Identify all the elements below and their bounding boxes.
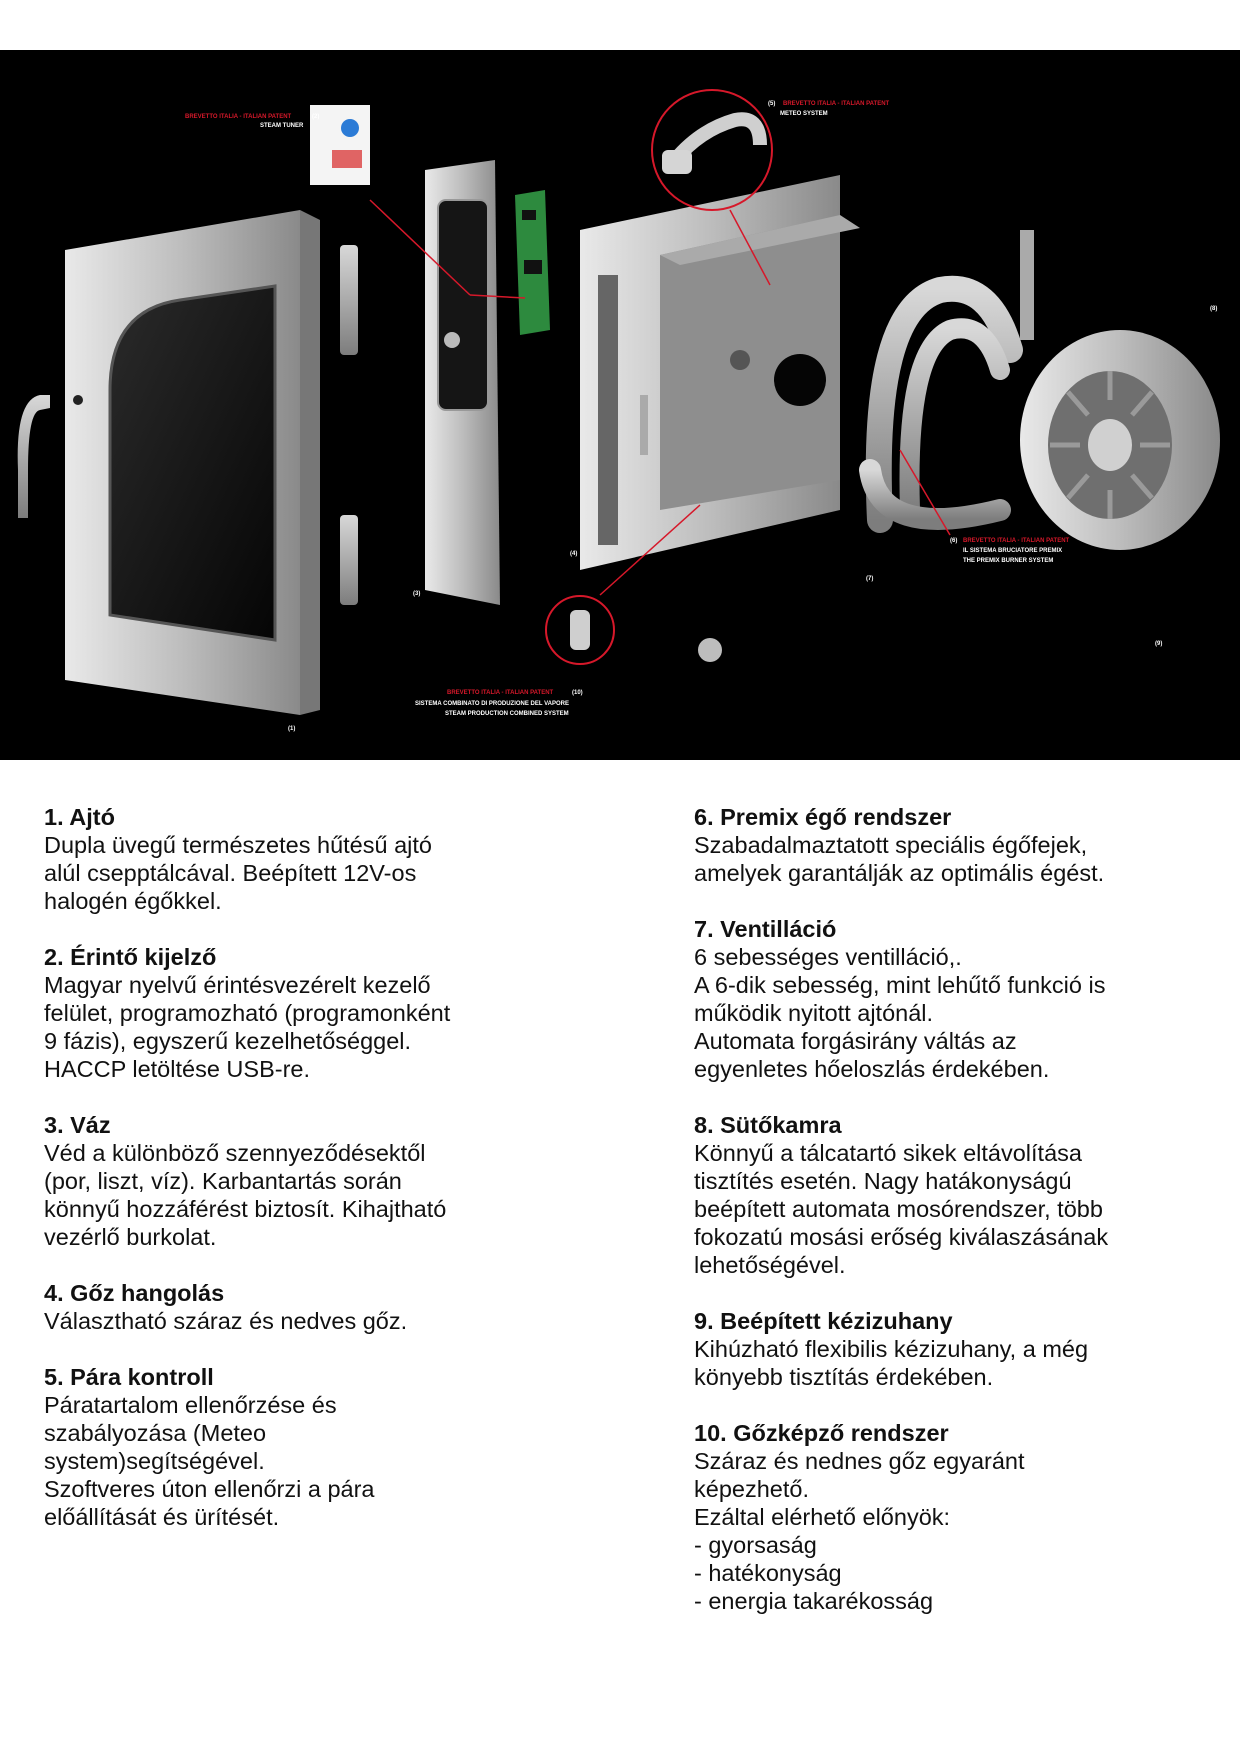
feature-title: 4. Gőz hangolás xyxy=(44,1280,225,1306)
feature-ventilation xyxy=(694,915,1214,1083)
feature-line: Véd a különböző szennyeződésektől xyxy=(44,1140,426,1166)
svg-text:(5): (5) xyxy=(768,101,776,107)
feature-hand-shower xyxy=(694,1307,1214,1391)
feature-line: - gyorsaság xyxy=(694,1532,817,1558)
callout-steam-tuner xyxy=(185,114,319,129)
part-number: (7) xyxy=(866,576,874,582)
part-number: (8) xyxy=(1210,306,1218,312)
part-number: (4) xyxy=(570,551,578,557)
feature-line: Könnyű a tálcatartó sikek eltávolítása xyxy=(694,1140,1082,1166)
feature-line: egyenletes hőeloszlás érdekében. xyxy=(694,1056,1050,1082)
feature-column-right xyxy=(694,803,1214,1643)
feature-line: Magyar nyelvű érintésvezérelt kezelő xyxy=(44,972,431,998)
feature-title: 3. Váz xyxy=(44,1112,111,1138)
steam-generator-part xyxy=(546,596,614,664)
svg-text:BREVETTO ITALIA - ITALIAN PATE: BREVETTO ITALIA - ITALIAN PATENT xyxy=(447,690,554,696)
feature-line: Dupla üvegű természetes hűtésű ajtó xyxy=(44,832,432,858)
feature-steam-tuning xyxy=(44,1279,564,1335)
feature-line: fokozatú mosási erőség kiválaszásának xyxy=(694,1224,1109,1250)
door-handle xyxy=(18,395,50,518)
feature-line: amelyek garantálják az optimális égést. xyxy=(694,860,1105,886)
feature-line: HACCP letöltése USB-re. xyxy=(44,1056,310,1082)
feature-baking-chamber xyxy=(694,1111,1214,1279)
feature-line: felület, programozható (programonként xyxy=(44,1000,451,1026)
feature-title: 2. Érintő kijelző xyxy=(44,944,217,970)
svg-text:STEAM PRODUCTION COMBINED SYST: STEAM PRODUCTION COMBINED SYSTEM xyxy=(445,711,569,717)
fan-wheel-part xyxy=(1020,330,1220,550)
oven-illustration xyxy=(0,50,1240,760)
feature-line: A 6-dik sebesség, mint lehűtő funkció is xyxy=(694,972,1106,998)
callout-meteo-system xyxy=(768,101,890,117)
feature-line: Választható száraz és nedves gőz. xyxy=(44,1308,408,1334)
hinge-bottom xyxy=(340,515,358,605)
feature-line: 6 sebességes ventilláció,. xyxy=(694,944,962,970)
heat-exchanger-part xyxy=(870,230,1034,520)
feature-line: működik nyitott ajtónál. xyxy=(694,1000,934,1026)
svg-text:METEO SYSTEM: METEO SYSTEM xyxy=(780,111,828,117)
svg-text:THE PREMIX BURNER SYSTEM: THE PREMIX BURNER SYSTEM xyxy=(963,558,1054,564)
feature-line: Kihúzható flexibilis kézizuhany, a még xyxy=(694,1336,1089,1362)
feature-premix-burner xyxy=(694,803,1214,887)
callout-premix-burner xyxy=(950,538,1070,564)
feature-line: Páratartalom ellenőrzése és xyxy=(44,1392,337,1418)
feature-line: szabályozása (Meteo xyxy=(44,1420,267,1446)
feature-line: (por, liszt, víz). Karbantartás során xyxy=(44,1168,402,1194)
callout-steam-production xyxy=(415,690,583,717)
feature-line: könyebb tisztítás érdekében. xyxy=(694,1364,994,1390)
svg-text:IL SISTEMA BRUCIATORE PREMIX: IL SISTEMA BRUCIATORE PREMIX xyxy=(963,548,1063,554)
svg-text:(6): (6) xyxy=(950,538,958,544)
control-panel-part xyxy=(310,105,500,605)
svg-text:(2): (2) xyxy=(312,114,320,120)
feature-humidity-control xyxy=(44,1363,564,1531)
feature-title: 5. Pára kontroll xyxy=(44,1364,214,1390)
feature-column-left xyxy=(44,803,564,1559)
feature-line: Száraz és nednes gőz egyaránt xyxy=(694,1448,1025,1474)
exploded-oven-figure xyxy=(0,50,1240,760)
feature-line: előállítását és ürítését. xyxy=(44,1504,280,1530)
part-number: (1) xyxy=(288,726,296,732)
feature-line: beépített automata mosórendszer, több xyxy=(694,1196,1103,1222)
feature-line: lehetőségével. xyxy=(694,1252,846,1278)
part-number: (3) xyxy=(413,591,421,597)
feature-line: Szabadalmaztatott speciális égőfejek, xyxy=(694,832,1088,858)
drain-knob xyxy=(698,638,722,662)
feature-door xyxy=(44,803,564,915)
feature-line: képezhető. xyxy=(694,1476,809,1502)
svg-text:(10): (10) xyxy=(572,690,583,696)
svg-text:BREVETTO ITALIA - ITALIAN PATE: BREVETTO ITALIA - ITALIAN PATENT xyxy=(963,538,1070,544)
svg-text:STEAM TUNER: STEAM TUNER xyxy=(260,123,304,129)
feature-line: halogén égőkkel. xyxy=(44,888,222,914)
feature-line: - energia takarékosság xyxy=(694,1588,934,1614)
meteo-system-part xyxy=(652,90,772,210)
feature-line: system)segítségével. xyxy=(44,1448,265,1474)
door-part xyxy=(65,210,320,715)
oven-chamber-part xyxy=(580,175,860,570)
feature-title: 6. Premix égő rendszer xyxy=(694,804,952,830)
feature-title: 9. Beépített kézizuhany xyxy=(694,1308,953,1334)
feature-touch-display xyxy=(44,943,564,1083)
feature-title: 10. Gőzképző rendszer xyxy=(694,1420,949,1446)
part-number: (9) xyxy=(1155,641,1163,647)
feature-title: 7. Ventilláció xyxy=(694,916,837,942)
feature-line: - hatékonyság xyxy=(694,1560,842,1586)
feature-title: 1. Ajtó xyxy=(44,804,115,830)
feature-title: 8. Sütőkamra xyxy=(694,1112,842,1138)
svg-text:BREVETTO ITALIA - ITALIAN PATE: BREVETTO ITALIA - ITALIAN PATENT xyxy=(783,101,890,107)
svg-text:BREVETTO ITALIA - ITALIAN PATE: BREVETTO ITALIA - ITALIAN PATENT xyxy=(185,114,292,120)
feature-steam-generator xyxy=(694,1419,1214,1615)
feature-line: 9 fázis), egyszerű kezelhetőséggel. xyxy=(44,1028,412,1054)
hinge-top xyxy=(340,245,358,355)
feature-line: könnyű hozzáférést biztosít. Kihajtható xyxy=(44,1196,447,1222)
feature-line: Szoftveres úton ellenőrzi a pára xyxy=(44,1476,375,1502)
feature-line: Ezáltal elérhető előnyök: xyxy=(694,1504,951,1530)
feature-line: Automata forgásirány váltás az xyxy=(694,1028,1017,1054)
feature-line: tisztítés esetén. Nagy hatákonyságú xyxy=(694,1168,1072,1194)
circuit-board xyxy=(515,190,550,335)
feature-line: alúl csepptálcával. Beépített 12V-os xyxy=(44,860,417,886)
svg-text:SISTEMA COMBINATO DI PRODUZION: SISTEMA COMBINATO DI PRODUZIONE DEL VAPORE xyxy=(415,701,570,707)
feature-line: vezérlő burkolat. xyxy=(44,1224,217,1250)
feature-frame xyxy=(44,1111,564,1251)
